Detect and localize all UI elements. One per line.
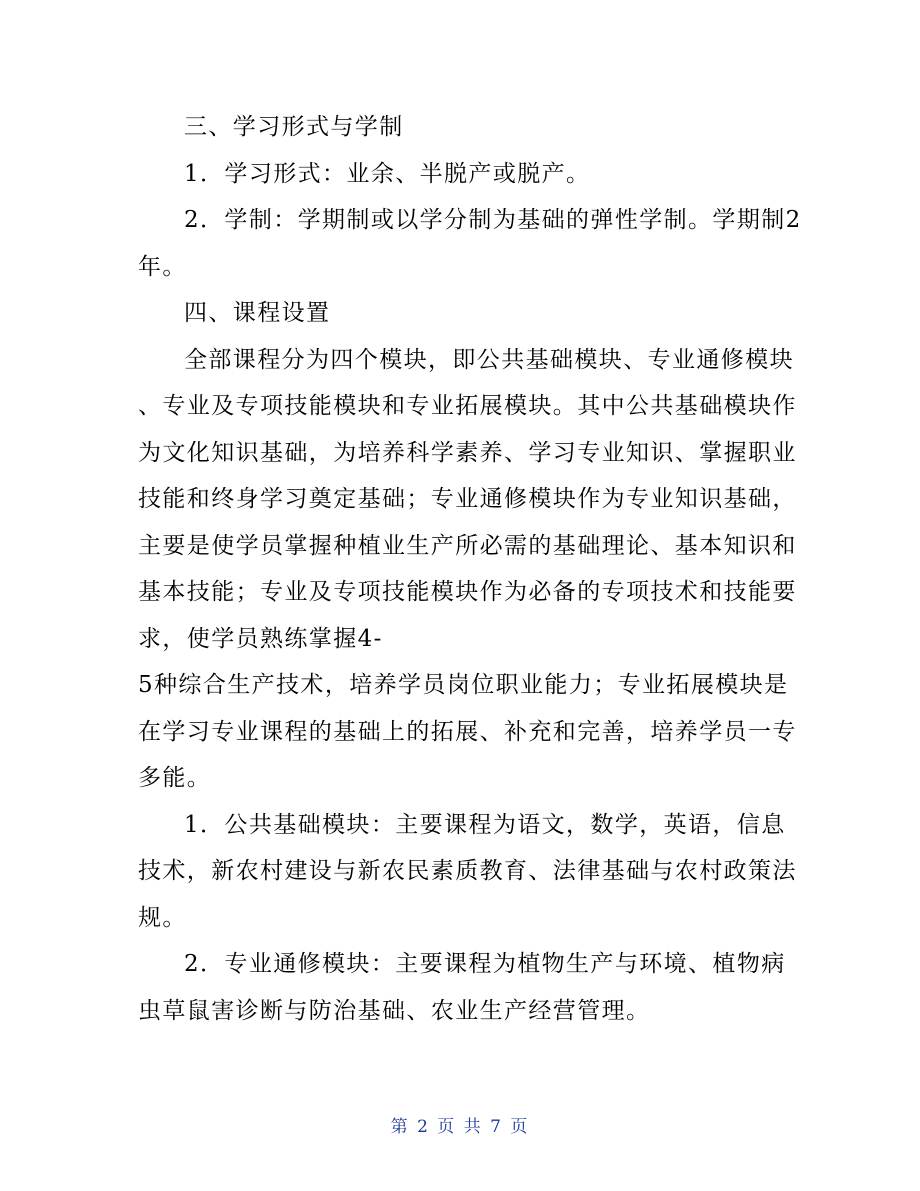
paragraph-line: 技术，新农村建设与新农民素质教育、法律基础与农村政策法 xyxy=(138,858,797,884)
paragraph-line: 技能和终身学习奠定基础；专业通修模块作为专业知识基础， xyxy=(138,486,797,512)
paragraph-line: 为文化知识基础，为培养科学素养、学习专业知识、掌握职业 xyxy=(138,439,797,466)
page-number-footer: 第 2 页 共 7 页 xyxy=(390,1117,530,1137)
paragraph-line: 、专业及专项技能模块和专业拓展模块。其中公共基础模块作 xyxy=(138,393,797,419)
paragraph-line: 年。 xyxy=(138,253,187,280)
paragraph-line: 多能。 xyxy=(138,765,212,791)
section-heading-curriculum: 四、课程设置 xyxy=(184,300,331,326)
document-body xyxy=(138,104,802,1034)
paragraph-line: 在学习专业课程的基础上的拓展、补充和完善，培养学员一专 xyxy=(138,718,797,745)
paragraph-line: 1．公共基础模块：主要课程为语文，数学，英语，信息 xyxy=(184,811,786,838)
section-heading-study-form: 三、学习形式与学制 xyxy=(184,114,404,140)
paragraph-line: 2．专业通修模块：主要课程为植物生产与环境、植物病 xyxy=(184,951,786,977)
paragraph-line: 5种综合生产技术，培养学员岗位职业能力；专业拓展模块是 xyxy=(138,672,789,698)
paragraph-line: 虫草鼠害诊断与防治基础、农业生产经营管理。 xyxy=(138,997,651,1024)
paragraph-line: 2．学制：学期制或以学分制为基础的弹性学制。学期制2 xyxy=(184,207,802,233)
paragraph-line: 基本技能；专业及专项技能模块作为必备的专项技术和技能要 xyxy=(138,579,797,605)
paragraph-line: 求，使学员熟练掌握4- xyxy=(138,625,383,652)
paragraph-line: 规。 xyxy=(138,904,187,931)
paragraph-line: 全部课程分为四个模块，即公共基础模块、专业通修模块 xyxy=(184,346,794,373)
paragraph-line: 主要是使学员掌握种植业生产所必需的基础理论、基本知识和 xyxy=(138,532,797,559)
paragraph-line: 1．学习形式：业余、半脱产或脱产。 xyxy=(184,160,591,187)
